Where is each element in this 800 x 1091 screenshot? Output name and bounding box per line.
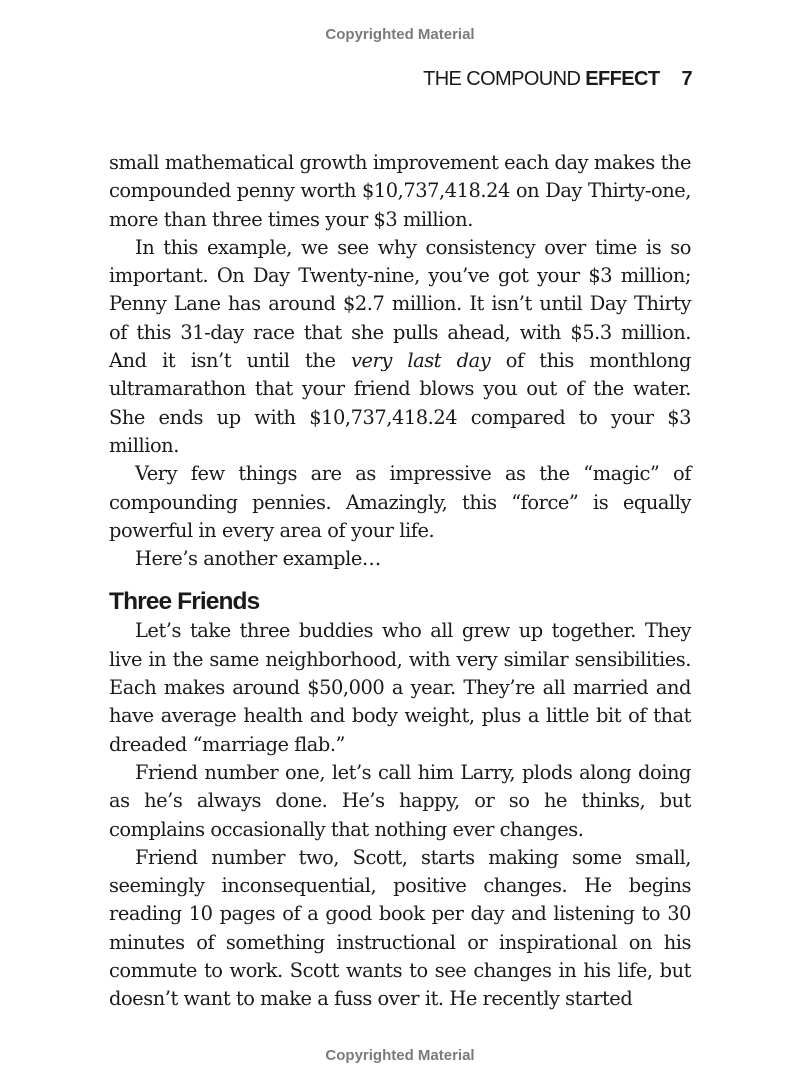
book-title-bold: EFFECT	[585, 68, 660, 90]
body-text	[109, 149, 691, 1014]
paragraph-4: Here’s another example…	[135, 547, 381, 571]
paragraph-2	[109, 234, 691, 460]
paragraph-1: small mathematical growth improvement each day makes the compounded penny worth $10,737,418.24 on Day Thirty-one, more than three times your $3 million.	[109, 151, 691, 231]
paragraph-2-end: of this monthlong ultramarathon that your friend blows you out of the water. She ends up with $10,737,418.24 compared to your $3 million.	[109, 349, 691, 457]
paragraph-7: Friend number two, Scott, starts making some small, seemingly inconsequential, positive changes. He begins reading 10 pages of a good book per day and listening to 30 minutes of something instructional or inspirational on his commute to work. Scott wants to see changes in his life, but doesn’t want to make a fuss over it. He recently started	[109, 845, 691, 1011]
section-heading: Three Friends	[109, 588, 260, 616]
paragraph-5: Let’s take three buddies who all grew up together. They live in the same neighborhood, with very similar sensibilities. Each makes around $50,000 a year. They’re all married and have average health and body weight, plus a little bit of that dreaded “marriage flab.”	[109, 619, 691, 756]
watermark-bottom: Copyrighted Material	[325, 1047, 475, 1064]
paragraph-6: Friend number one, let’s call him Larry, plods along doing as he’s always done. He’s happy, or so he thinks, but complains occasionally that nothing ever changes.	[109, 760, 691, 841]
book-title-light: THE COMPOUND	[423, 68, 586, 90]
watermark-top: Copyrighted Material	[325, 26, 475, 43]
running-head	[423, 68, 692, 91]
page-number: 7	[681, 68, 692, 90]
paragraph-2-emphasis: very last day	[351, 349, 491, 373]
paragraph-2-start: In this example, we see why consistency over time is so important. On Day Twenty-nine, you’ve got your $3 million; Penny Lane has around $2.7 million. It isn’t until Day Thirty of this 31-day race that she pulls ahead, with $5.3 million. And it isn’t until the	[109, 235, 691, 373]
paragraph-3: Very few things are as impressive as the “magic” of compounding pennies. Amazingly, this “force” is equally powerful in every area of your life.	[109, 462, 691, 542]
